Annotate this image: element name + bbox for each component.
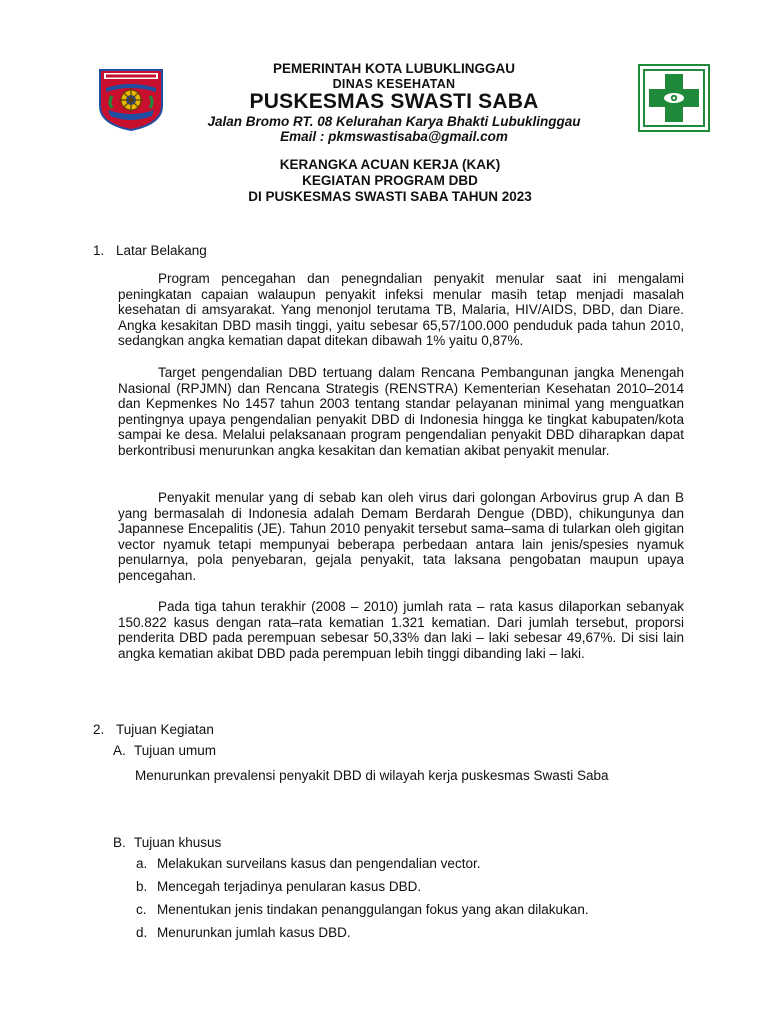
facility-address: Jalan Bromo RT. 08 Kelurahan Karya Bhakti Lubuklinggau [207,114,581,129]
paragraph: Penyakit menular yang di sebab kan oleh virus dari golongan Arbovirus grup A dan B yang bermasalah di Indonesia adalah Demam Berdarah Dengue (DBD), chikungunya dan Japannese Encepalitis (JE). Tahun 2010 penyakit tersebut sama–sama di tularkan oleh gigitan vector nyamuk tetapi mempunyai beberapa perbedaan antara lain jenis/spesies nyamuk penularnya, pola penyebaran, gejala penyakit, tata laksana pengobatan maupun upaya pencegahan. [118,490,684,583]
subsection-letter: A. [113,743,126,758]
list-item-text: Mencegah terjadinya penularan kasus DBD. [157,879,422,894]
document-subtitle-location: DI PUSKESMAS SWASTI SABA TAHUN 2023 [248,189,532,204]
subsection-title: Tujuan umum [134,743,217,758]
document-subtitle: KEGIATAN PROGRAM DBD [302,173,478,188]
list-item-letter: d. [136,925,148,940]
list-item [136,925,656,943]
subsection-title: Tujuan khusus [134,835,222,850]
list-item [136,856,656,874]
section-heading-tujuan-kegiatan [93,722,393,740]
section-number: 2. [93,722,105,737]
section-title: Latar Belakang [116,243,207,258]
paragraph: Pada tiga tahun terakhir (2008 – 2010) jumlah rata – rata kasus dilaporkan sebanyak 150.822 kasus dengan rata–rata kematian 1.321 kematian. Dari jumlah tersebut, proporsi penderita DBD pada perempuan sebesar 50,33% dan laki – laki sebesar 49,67%. Di sisi lain angka kematian akibat DBD pada perempuan lebih tinggi dibanding laki – laki. [118,599,684,661]
facility-name: PUSKESMAS SWASTI SABA [249,90,539,113]
document-title: KERANGKA ACUAN KERJA (KAK) [279,157,501,172]
list-item [136,902,656,920]
section-title: Tujuan Kegiatan [116,722,214,737]
department-name: DINAS KESEHATAN [332,77,456,91]
list-item-text: Menentukan jenis tindakan penanggulangan fokus yang akan dilakukan. [157,902,589,917]
section-number: 1. [93,243,105,258]
tujuan-umum-text: Menurunkan prevalensi penyakit DBD di wilayah kerja puskesmas Swasti Saba [135,768,609,783]
list-item-text: Menurunkan jumlah kasus DBD. [157,925,351,940]
list-item [136,879,656,897]
list-item-letter: c. [136,902,147,917]
section-heading-latar-belakang [93,243,393,261]
paragraph: Program pencegahan dan penegndalian penyakit menular saat ini mengalami peningkatan capaian walaupun penyakit infeksi menular masih tetap menjadi masalah kesehatan di amsyarakat. Yang menonjol terutama TB, Malaria, HIV/AIDS, DBD, dan Diare. Angka kesakitan DBD masih tinggi, yaitu sebesar 65,57/100.000 penduduk pada tahun 2010, sedangkan angka kematian dapat ditekan dibawah 1% yaitu 0,87%. [118,271,684,349]
paragraph: Target pengendalian DBD tertuang dalam Rencana Pembangunan jangka Menengah Nasional (RPJMN) dan Rencana Strategis (RENSTRA) Kementerian Kesehatan 2010–2014 dan Kepmenkes No 1457 tahun 2003 tentang standar pelayanan minimal yang menguatkan pentingnya upaya pengendalian penyakit DBD di Indonesia hingga ke tingkat kabupaten/kota sampai ke desa. Melalui pelaksanaan program pengendalian penyakit DBD diharapkan dapat berkontribusi menurunkan angka kesakitan dan kematian akibat penyakit menular. [118,365,684,458]
list-item-letter: a. [136,856,148,871]
government-name: PEMERINTAH KOTA LUBUKLINGGAU [273,61,515,76]
subsection-heading-tujuan-umum [113,743,413,761]
subsection-letter: B. [113,835,126,850]
subsection-heading-tujuan-khusus [113,835,413,853]
list-item-text: Melakukan surveilans kasus dan pengendalian vector. [157,856,481,871]
list-item-letter: b. [136,879,148,894]
facility-email: Email : pkmswastisaba@gmail.com [280,129,508,144]
